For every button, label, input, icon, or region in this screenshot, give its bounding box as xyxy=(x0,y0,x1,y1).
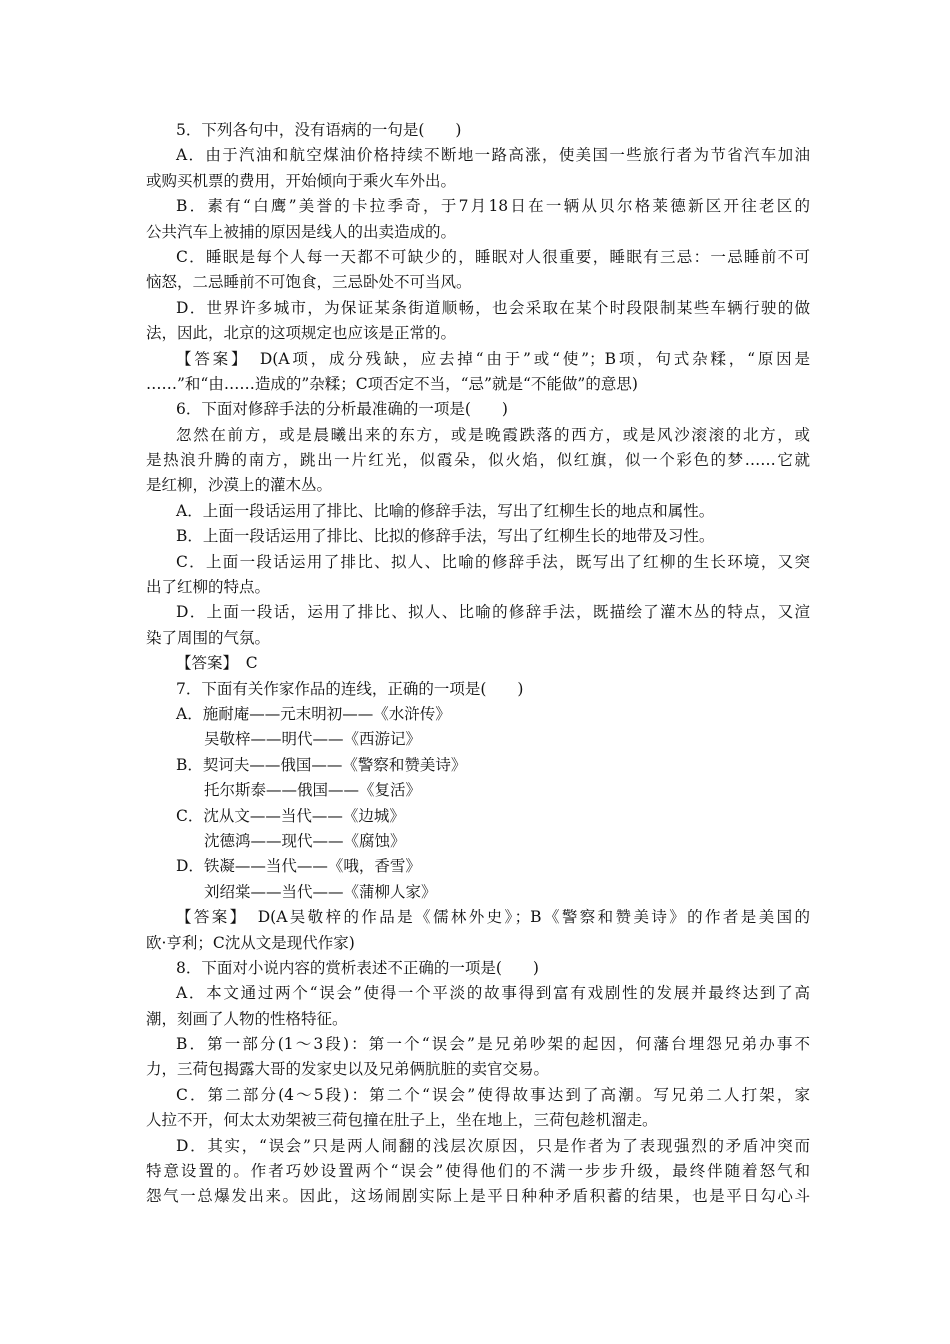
text-line: 是红柳，沙漠上的灌木丛。 xyxy=(146,476,333,495)
text-line: A．施耐庵——元末明初——《水浒传》 xyxy=(176,704,451,723)
text-line: 刘绍棠——当代——《蒲柳人家》 xyxy=(204,882,437,901)
text-line: 人拉不开，何太太劝架被三荷包撞在肚子上，坐在地上，三荷包趁机溜走。 xyxy=(146,1111,658,1130)
text-line: A．本文通过两个“误会”使得一个平淡的故事得到富有戏剧性的发展并最终达到了高 xyxy=(176,984,810,1003)
text-line: 沈德鸿——现代——《腐蚀》 xyxy=(204,831,406,850)
text-line: C．上面一段话运用了排比、拟人、比喻的修辞手法，既写出了红柳的生长环境，又突 xyxy=(176,552,810,571)
text-line: 力，三荷包揭露大哥的发家史以及兄弟俩肮脏的卖官交易。 xyxy=(146,1060,550,1079)
text-line: D．其实，“误会”只是两人闹翻的浅层次原因，只是作者为了表现强烈的矛盾冲突而 xyxy=(176,1136,810,1155)
text-line: 忽然在前方，或是晨曦出来的东方，或是晚霞跌落的西方，或是风沙滚滚的北方，或 xyxy=(176,425,810,444)
text-line: 特意设置的。作者巧妙设置两个“误会”使得他们的不满一步步升级，最终伴随着怒气和 xyxy=(146,1162,810,1181)
text-line: 【答案】 D(A项，成分残缺，应去掉“由于”或“使”；B项，句式杂糅，“原因是 xyxy=(176,349,810,368)
text-line: A．上面一段话运用了排比、比喻的修辞手法，写出了红柳生长的地点和属性。 xyxy=(176,501,715,520)
text-line: D．铁凝——当代——《哦，香雪》 xyxy=(176,857,421,876)
text-line: 【答案】 D(A吴敬梓的作品是《儒林外史》；B《警察和赞美诗》的作者是美国的 xyxy=(176,908,810,927)
text-line: 是热浪升腾的南方，跳出一片红光，似霞朵，似火焰，似红旗，似一个彩色的梦……它就 xyxy=(146,451,810,470)
document-body xyxy=(146,118,810,1210)
text-line: B．素有“白鹰”美誉的卡拉季奇，于7月18日在一辆从贝尔格莱德新区开往老区的 xyxy=(176,197,810,216)
text-line: 法，因此，北京的这项规定也应该是正常的。 xyxy=(146,324,457,343)
text-line: C．第二部分(4～5段)：第二个“误会”使得故事达到了高潮。写兄弟二人打架，家 xyxy=(176,1085,810,1104)
text-line: B．上面一段话运用了排比、比拟的修辞手法，写出了红柳生长的地带及习性。 xyxy=(176,527,715,546)
text-line: 恼怒，二忌睡前不可饱食，三忌卧处不可当风。 xyxy=(146,273,472,292)
text-line: B．第一部分(1～3段)：第一个“误会”是兄弟吵架的起因，何藩台埋怨兄弟办事不 xyxy=(176,1035,810,1054)
text-line: C．睡眠是每个人每一天都不可缺少的，睡眠对人很重要，睡眠有三忌：一忌睡前不可 xyxy=(176,247,810,266)
text-line: 【答案】 C xyxy=(176,654,258,673)
text-line: 怨气一总爆发出来。因此，这场闹剧实际上是平日种种矛盾积蓄的结果，也是平日勾心斗 xyxy=(146,1187,810,1206)
text-line: D．上面一段话，运用了排比、拟人、比喻的修辞手法，既描绘了灌木丛的特点，又渲 xyxy=(176,603,810,622)
text-line: 欧·亨利；C沈从文是现代作家) xyxy=(146,933,355,952)
text-line: 8．下面对小说内容的赏析表述不正确的一项是( ) xyxy=(176,958,539,977)
text-line: 5．下列各句中，没有语病的一句是( ) xyxy=(176,121,462,139)
text-line: 吴敬梓——明代——《西游记》 xyxy=(204,730,422,749)
text-line: 染了周围的气氛。 xyxy=(146,628,271,647)
text-line: C．沈从文——当代——《边城》 xyxy=(176,806,405,825)
text-line: ……”和“由……造成的”杂糅；C项否定不当，“忌”就是“不能做”的意思) xyxy=(146,374,638,393)
text-line: D．世界许多城市，为保证某条街道顺畅，也会采取在某个时段限制某些车辆行驶的做 xyxy=(176,298,810,317)
text-line: B．契诃夫——俄国——《警察和赞美诗》 xyxy=(176,755,467,774)
text-line: 公共汽车上被捕的原因是线人的出卖造成的。 xyxy=(146,222,457,241)
text-line: 或购买机票的费用，开始倾向于乘火车外出。 xyxy=(146,171,457,190)
text-line: 潮，刻画了人物的性格特征。 xyxy=(146,1009,348,1028)
text-line: A．由于汽油和航空煤油价格持续不断地一路高涨，使美国一些旅行者为节省汽车加油 xyxy=(176,146,810,165)
text-line: 7．下面有关作家作品的连线，正确的一项是( ) xyxy=(176,679,524,698)
text-line: 托尔斯泰——俄国——《复活》 xyxy=(204,781,422,800)
text-line: 出了红柳的特点。 xyxy=(146,578,271,597)
text-line: 6．下面对修辞手法的分析最准确的一项是( ) xyxy=(176,400,508,419)
